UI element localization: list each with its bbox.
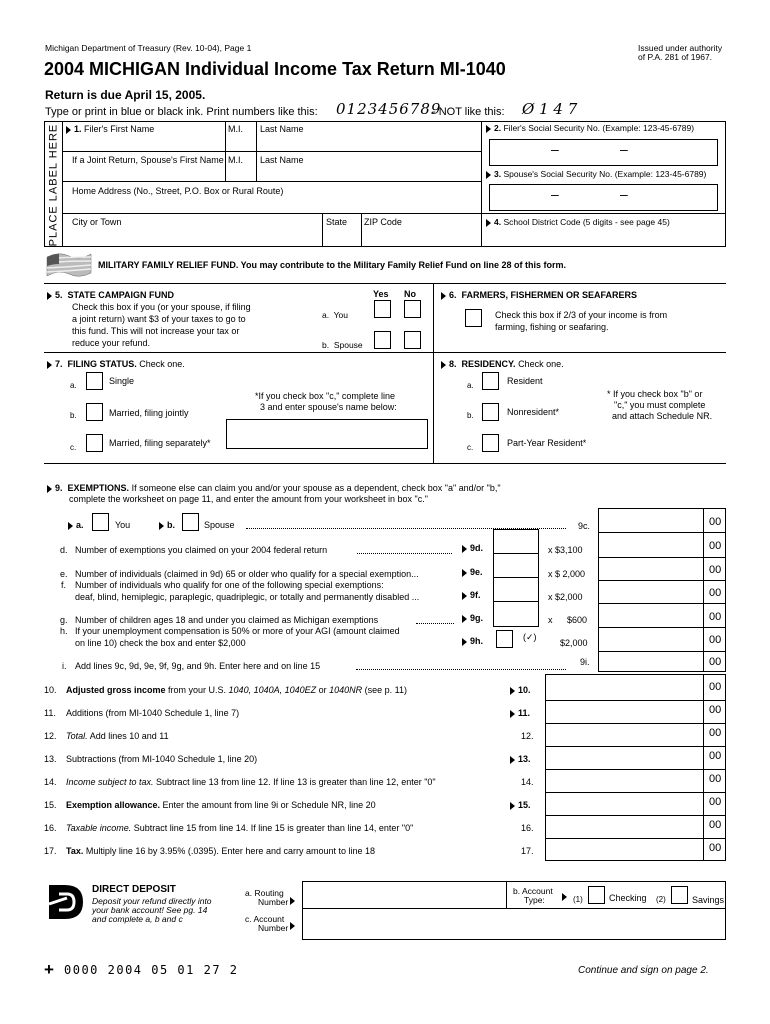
line-8c-letter: c. (467, 443, 474, 452)
line-8-note-1: * If you check box "b" or (607, 389, 703, 399)
direct-deposit-text-3: and complete a, b and c (92, 914, 183, 924)
cents-zero: 00 (709, 681, 722, 693)
line-8-note-2: "c," you must complete (614, 400, 706, 410)
line-13-amount-field[interactable] (546, 747, 703, 769)
arrow-icon (441, 292, 446, 300)
farmers-checkbox[interactable] (465, 309, 482, 327)
account-arrow (290, 920, 298, 930)
resident-label: Resident (507, 376, 543, 386)
cents-zero: 00 (709, 773, 722, 785)
line-9e-label (462, 567, 483, 577)
line-9h-text-1: If your unemployment compensation is 50% or more of your AGI (amount claimed (75, 626, 400, 636)
spouse-name-field[interactable] (226, 419, 428, 449)
line-14-amount-field[interactable] (546, 770, 703, 792)
spouse-ssn-label (486, 170, 706, 180)
account-type-arrow (562, 891, 570, 901)
line-9g-multiplier: x (548, 615, 553, 625)
line-9i-text: Add lines 9c, 9d, 9e, 9f, 9g, and 9h. Enter here and on line 15 (75, 661, 321, 671)
continue-text: Continue and sign on page 2. (578, 965, 709, 976)
exemption-spouse-label: Spouse (204, 520, 235, 530)
line-8b-letter: b. (467, 411, 474, 420)
line-9-title-text: EXEMPTIONS. (67, 483, 130, 493)
filer-ssn-label (486, 124, 694, 134)
ssn-dash-3: – (551, 186, 559, 202)
line-3-number: 3. (494, 169, 502, 179)
campaign-you-no-checkbox[interactable] (404, 300, 421, 318)
line-number: 13. (44, 754, 57, 764)
arrow-icon (462, 638, 467, 646)
line-9i-cents: 00 (709, 656, 722, 668)
line-label: 17. (521, 846, 534, 856)
line-9a-label (68, 520, 84, 530)
arrow-icon (486, 219, 491, 227)
city-label[interactable]: City or Town (72, 217, 122, 227)
good-numbers: 0123456789 (336, 100, 442, 118)
last-name-label[interactable]: Last Name (260, 124, 304, 134)
line-7-note-1: *If you check box "c," complete line (255, 391, 395, 401)
line-9d-label-text: 9d. (470, 543, 484, 553)
resident-checkbox[interactable] (482, 372, 499, 390)
yes-header: Yes (373, 289, 389, 299)
line-8-note-3: and attach Schedule NR. (612, 411, 713, 421)
married-separately-label: Married, filing separately* (109, 438, 211, 448)
line-9d-multiplier: x $3,100 (548, 545, 583, 555)
line-7-title (47, 359, 185, 369)
line-16-amount-field[interactable] (546, 816, 703, 838)
line-9f-letter: f. (61, 580, 67, 590)
arrow-icon (510, 687, 515, 695)
arrow-icon (510, 710, 515, 718)
exemption-spouse-checkbox[interactable] (182, 513, 199, 531)
line-5-title (47, 290, 174, 300)
ssn-dash-2: – (620, 141, 628, 157)
line-5-title-text: STATE CAMPAIGN FUND (67, 290, 175, 300)
unemployment-checkbox[interactable] (496, 630, 513, 648)
line-9f-multiplier: x $2,000 (548, 592, 583, 602)
married-separately-checkbox[interactable] (86, 434, 103, 452)
routing-label-1: a. Routing (245, 888, 284, 898)
arrow-icon (462, 615, 467, 623)
line-7b-letter: b. (70, 411, 77, 420)
bad-numbers: Ø 1 4 7 (522, 100, 578, 118)
line-9g-label (462, 613, 483, 623)
line-9d-label (462, 543, 483, 553)
authority-line-2: of P.A. 281 of 1967. (638, 52, 713, 62)
nonresident-checkbox[interactable] (482, 403, 499, 421)
line-7-title-text: FILING STATUS. (67, 359, 137, 369)
ssn-dash-4: – (620, 186, 628, 202)
line-label: 12. (521, 731, 534, 741)
line-9c-label: 9c. (578, 521, 591, 531)
arrow-icon (462, 592, 467, 600)
line-6-text-2: farming, fishing or seafaring. (495, 322, 609, 332)
flag-icon (45, 249, 93, 279)
mi-label[interactable]: M.I. (228, 124, 243, 134)
line-description: Subtractions (from MI-1040 Schedule 1, line 20) (66, 754, 258, 764)
state-label[interactable]: State (326, 217, 348, 227)
checking-label: Checking (609, 893, 647, 903)
checking-option-number: (1) (573, 895, 583, 904)
line-8a-letter: a. (467, 381, 474, 390)
arrow-icon (66, 126, 71, 134)
line-9-count-column[interactable] (493, 529, 539, 627)
military-fund-text: MILITARY FAMILY RELIEF FUND. You may contribute to the Military Family Relief Fund on line 28 of this form. (98, 260, 567, 270)
line-9f-text-2: deaf, blind, hemiplegic, paraplegic, quadriplegic, or totally and permanently disabled ... (75, 592, 420, 602)
line-9e-label-text: 9e. (470, 567, 483, 577)
line-9d-letter: d. (60, 545, 68, 555)
cents-zero: 00 (709, 842, 722, 854)
line-9c-cents: 00 (709, 516, 722, 528)
line-11-amount-field[interactable] (546, 701, 703, 723)
line-7-note-2: 3 and enter spouse's name below: (260, 402, 397, 412)
line-5b-text: Spouse (333, 340, 363, 350)
line-8-title-text: RESIDENCY. (461, 359, 516, 369)
line-label: 16. (521, 823, 534, 833)
authority-line-1: Issued under authority (638, 43, 723, 53)
line-description: Additions (from MI-1040 Schedule 1, line 7) (66, 708, 240, 718)
line-9h-cents: 00 (709, 634, 722, 646)
line-description: Income subject to tax. Subtract line 13 from line 12. If line 13 is greater than line 12, enter "0" (66, 777, 436, 787)
savings-option-number: (2) (656, 895, 666, 904)
line-9-number: 9. (55, 483, 63, 493)
routing-arrow (290, 895, 298, 905)
line-9g-label-text: 9g. (470, 613, 484, 623)
arrow-icon (68, 522, 73, 530)
first-name-label[interactable] (66, 124, 154, 134)
line-9g-amount: $600 (567, 615, 588, 625)
spouse-mi-label[interactable]: M.I. (228, 155, 243, 165)
savings-label: Savings (692, 895, 725, 905)
line-7-check-one: Check one. (139, 359, 185, 369)
single-label: Single (109, 376, 135, 386)
campaign-you-yes-checkbox[interactable] (374, 300, 391, 318)
home-address-label[interactable]: Home Address (No., Street, P.O. Box or Rural Route) (72, 186, 284, 196)
line-label: 15. (510, 800, 531, 810)
married-jointly-label: Married, filing jointly (109, 408, 189, 418)
direct-deposit-icon (47, 883, 85, 921)
nonresident-label: Nonresident* (507, 407, 560, 417)
line-number: 16. (44, 823, 57, 833)
cents-zero: 00 (709, 750, 722, 762)
line-17-amount-field[interactable] (546, 839, 703, 861)
arrow-icon (510, 802, 515, 810)
line-9e-letter: e. (60, 569, 68, 579)
arrow-icon (159, 522, 164, 530)
campaign-spouse-yes-checkbox[interactable] (374, 331, 391, 349)
line-number: 11. (44, 708, 56, 718)
line-9b-label (159, 520, 175, 530)
form-code: 0000 2004 05 01 27 2 (64, 963, 239, 977)
line-5-text-4: reduce your refund. (72, 338, 151, 348)
ssn-dash-1: – (551, 141, 559, 157)
line-label: 13. (510, 754, 531, 764)
line-9e-multiplier: x $ 2,000 (548, 569, 586, 579)
school-district-text: School District Code (5 digits - see page 45) (503, 217, 670, 227)
account-type-label-1: b. Account (513, 886, 553, 896)
spouse-ssn-text: Spouse's Social Security No. (Example: 123-45-6789) (503, 169, 707, 179)
line-15-amount-field[interactable] (546, 793, 703, 815)
line-9e-cents: 00 (709, 564, 722, 576)
line-8-number: 8. (449, 359, 457, 369)
line-9g-text: Number of children ages 18 and under you claimed as Michigan exemptions (75, 615, 379, 625)
line-9f-label-text: 9f. (470, 590, 481, 600)
line-9i-label: 9i. (580, 657, 590, 667)
line-9h-label (462, 636, 483, 646)
place-label-here: PLACE LABEL HERE (47, 123, 60, 247)
single-checkbox[interactable] (86, 372, 103, 390)
routing-label-2: Number (258, 897, 289, 907)
account-number-field[interactable] (302, 908, 726, 940)
line-5b-letter: b. (322, 340, 330, 350)
line-9-text-1: If someone else can claim you and/or your spouse as a dependent, check box "a" and/or "b," (131, 483, 501, 493)
spouse-ssn-field[interactable] (489, 184, 718, 211)
cents-zero: 00 (709, 796, 722, 808)
cents-zero: 00 (709, 819, 722, 831)
line-9h-label-text: 9h. (470, 636, 484, 646)
department-line: Michigan Department of Treasury (Rev. 10-04), Page 1 (45, 43, 252, 53)
line-2-number: 2. (494, 123, 502, 133)
line-8-title (441, 359, 564, 369)
checking-checkbox[interactable] (588, 886, 605, 904)
arrow-icon (47, 292, 52, 300)
line-5a-label (322, 311, 348, 321)
line-6-number: 6. (449, 290, 457, 300)
direct-deposit-text-1: Deposit your refund directly into (92, 896, 212, 906)
print-instructions: Type or print in blue or black ink. Print numbers like this: (45, 106, 318, 118)
plus-mark: + (44, 960, 54, 979)
line-9f-label (462, 590, 481, 600)
account-number-label-1: c. Account (245, 914, 285, 924)
line-10-amount-field[interactable] (546, 678, 703, 700)
line-number: 10. (44, 685, 57, 695)
cents-zero: 00 (709, 704, 722, 716)
arrow-icon (47, 485, 52, 493)
line-9f-cents: 00 (709, 587, 722, 599)
spouse-last-name-label[interactable]: Last Name (260, 155, 304, 165)
arrow-icon (462, 545, 467, 553)
line-label: 11. (510, 708, 530, 718)
line-number: 12. (44, 731, 57, 741)
arrow-icon (290, 922, 295, 930)
line-6-title (441, 290, 637, 300)
line-12-amount-field[interactable] (546, 724, 703, 746)
arrow-icon (486, 125, 491, 133)
spouse-first-name-label[interactable]: If a Joint Return, Spouse's First Name (72, 155, 224, 165)
arrow-icon (486, 171, 491, 179)
form-title: 2004 MICHIGAN Individual Income Tax Return MI-1040 (44, 59, 506, 79)
line-description: Tax. Multiply line 16 by 3.95% (.0395). Enter here and carry amount to line 18 (66, 846, 376, 856)
line-description: Adjusted gross income from your U.S. 1040, 1040A, 1040EZ or 1040NR (see p. 11) (66, 685, 408, 695)
direct-deposit-title: DIRECT DEPOSIT (92, 884, 176, 895)
line-description: Exemption allowance. Enter the amount from line 9i or Schedule NR, line 20 (66, 800, 376, 810)
part-year-label: Part-Year Resident* (507, 438, 587, 448)
line-5-text-3: this fund. This will not increase your tax or (72, 326, 240, 336)
line-9i-letter: i. (62, 661, 67, 671)
line-description: Taxable income. Subtract line 15 from line 14. If line 15 is greater than line 14, enter "0" (66, 823, 414, 833)
not-like-text: - NOT like this: (432, 106, 505, 118)
line-9-title (47, 483, 501, 493)
line-label: 14. (521, 777, 534, 787)
line-7c-letter: c. (70, 443, 77, 452)
arrow-icon (441, 361, 446, 369)
account-number-label-2: Number (258, 923, 289, 933)
line-number: 14. (44, 777, 57, 787)
arrow-icon (290, 897, 295, 905)
line-9h-letter: h. (60, 626, 68, 636)
line-5-number: 5. (55, 290, 63, 300)
line-9e-text: Number of individuals (claimed in 9d) 65 or older who qualify for a special exemption... (75, 569, 419, 579)
line-9f-text-1: Number of individuals who qualify for one of the following special exemptions: (75, 580, 384, 590)
filer-ssn-text: Filer's Social Security No. (Example: 123-45-6789) (503, 123, 695, 133)
account-type-label-2: Type: (524, 895, 545, 905)
savings-checkbox[interactable] (671, 886, 688, 904)
line-1-number: 1. (74, 124, 82, 134)
school-district-label[interactable] (486, 218, 670, 228)
arrow-icon (47, 361, 52, 369)
line-9b-letter: b. (167, 520, 175, 530)
unemployment-check-hint: (✓) (523, 632, 537, 642)
line-9g-letter: g. (60, 615, 68, 625)
line-9a-letter: a. (76, 520, 84, 530)
line-6-text-1: Check this box if 2/3 of your income is from (495, 310, 668, 320)
line-5-text-1: Check this box if you (or your spouse, if filing (72, 302, 251, 312)
line-description: Total. Add lines 10 and 11 (66, 731, 169, 741)
arrow-icon (510, 756, 515, 764)
arrow-icon (562, 893, 567, 901)
part-year-checkbox[interactable] (482, 434, 499, 452)
cents-zero: 00 (709, 727, 722, 739)
line-number: 17. (44, 846, 57, 856)
line-9d-cents: 00 (709, 540, 722, 552)
line-7a-letter: a. (70, 381, 77, 390)
line-9g-cents: 00 (709, 611, 722, 623)
direct-deposit-text-2: your bank account! See pg. 14 (92, 905, 208, 915)
line-label: 10. (510, 685, 531, 695)
line-number: 15. (44, 800, 57, 810)
line-4-number: 4. (494, 217, 502, 227)
due-date: Return is due April 15, 2005. (45, 88, 206, 102)
campaign-spouse-no-checkbox[interactable] (404, 331, 421, 349)
arrow-icon (462, 569, 467, 577)
line-5-text-2: a joint return) want $3 of your taxes to go to (72, 314, 246, 324)
line-8-check-one: Check one. (518, 359, 564, 369)
line-5b-label (322, 341, 363, 351)
exemption-you-checkbox[interactable] (92, 513, 109, 531)
line-6-title-text: FARMERS, FISHERMEN OR SEAFARERS (461, 290, 638, 300)
filer-ssn-field[interactable] (489, 139, 718, 166)
line-9h-text-2: on line 10) check the box and enter $2,000 (75, 638, 246, 648)
married-jointly-checkbox[interactable] (86, 403, 103, 421)
line-9h-amount: $2,000 (560, 638, 588, 648)
line-9d-text: Number of exemptions you claimed on your 2004 federal return (75, 545, 328, 555)
line-5a-text: You (333, 310, 349, 320)
first-name-text: Filer's First Name (84, 124, 155, 134)
line-9-text-2: complete the worksheet on page 11, and enter the amount from your worksheet in box "c." (69, 494, 428, 504)
exemption-you-label: You (115, 520, 131, 530)
routing-number-field[interactable] (302, 881, 507, 909)
no-header: No (404, 289, 416, 299)
zip-label[interactable]: ZIP Code (364, 217, 402, 227)
line-7-number: 7. (55, 359, 63, 369)
line-5a-letter: a. (322, 310, 330, 320)
